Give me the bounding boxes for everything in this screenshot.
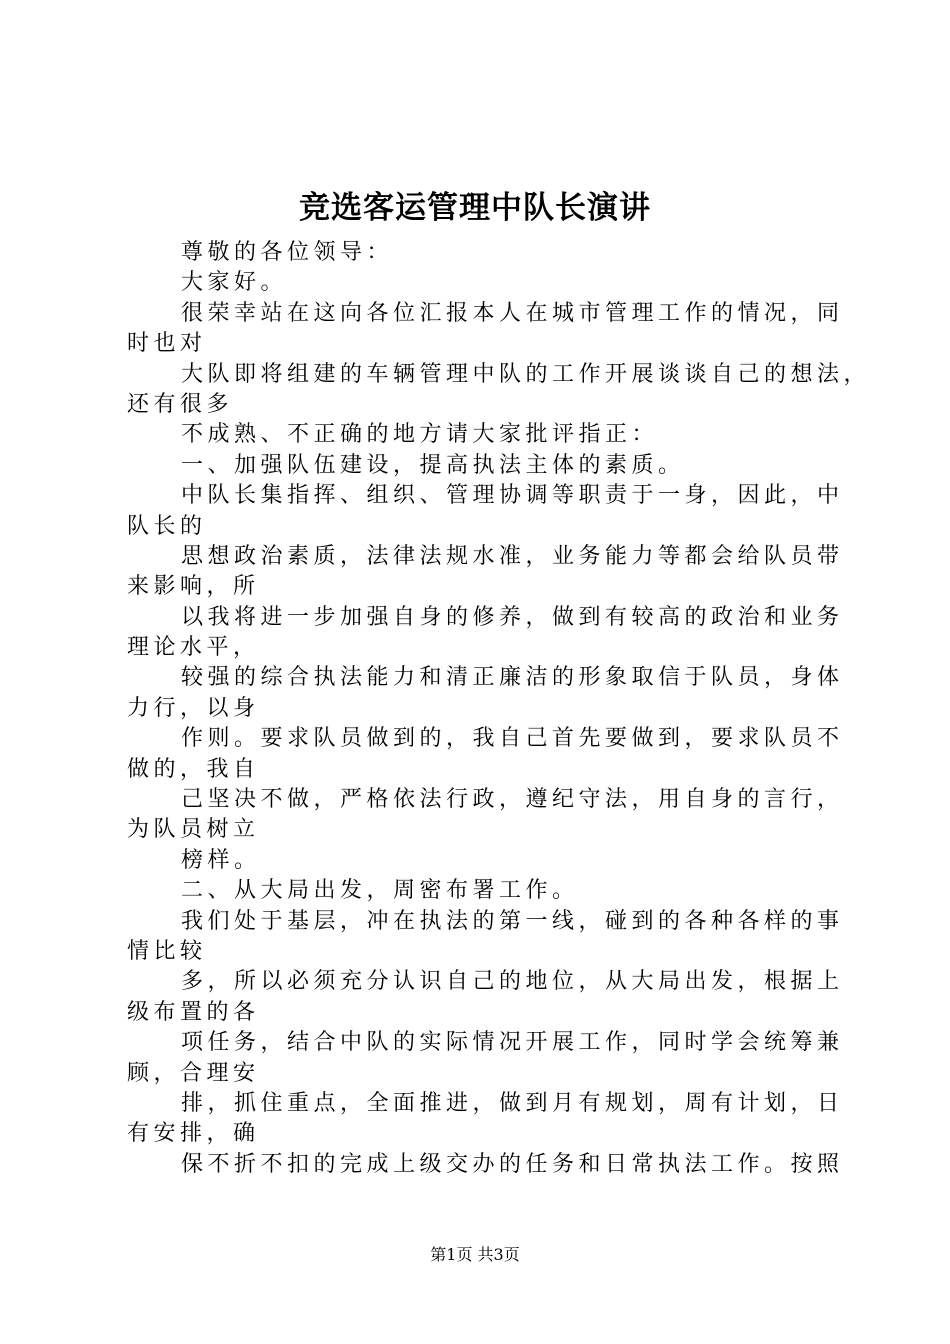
- paragraph-line: 一、加强队伍建设，提高执法主体的素质。: [181, 452, 685, 478]
- paragraph-line: 项任务，结合中队的实际情况开展工作，同时学会统筹兼: [181, 1030, 844, 1056]
- page-footer: 第1页 共3页: [430, 1245, 520, 1264]
- paragraph-line: 较强的综合执法能力和清正廉洁的形象取信于队员，身体: [181, 665, 844, 691]
- paragraph-line: 情比较: [127, 938, 207, 964]
- paragraph-line: 作则。要求队员做到的，我自己首先要做到，要求队员不: [181, 726, 844, 752]
- paragraph-line: 为队员树立: [127, 817, 260, 843]
- paragraph-line: 思想政治素质，法律法规水准，业务能力等都会给队员带: [181, 543, 844, 569]
- paragraph-line: 二、从大局出发，周密布署工作。: [181, 878, 579, 904]
- paragraph-line: 己坚决不做，严格依法行政，遵纪守法，用自身的言行，: [181, 787, 844, 813]
- paragraph-line: 多，所以必须充分认识自己的地位，从大局出发，根据上: [181, 969, 844, 995]
- paragraph-line: 队长的: [127, 513, 207, 539]
- paragraph-line: 中队长集指挥、组织、管理协调等职责于一身，因此，中: [181, 483, 844, 509]
- paragraph-line: 力行，以身: [127, 695, 260, 721]
- paragraph-line: 大家好。: [181, 270, 288, 296]
- paragraph-line: 尊敬的各位领导：: [181, 240, 394, 265]
- paragraph-line: 级布置的各: [127, 999, 260, 1025]
- document-title: 竞选客运管理中队长演讲: [299, 190, 651, 226]
- paragraph-line: 有安排，确: [127, 1121, 260, 1147]
- paragraph-line: 很荣幸站在这向各位汇报本人在城市管理工作的情况，同: [181, 300, 844, 326]
- paragraph-line: 我们处于基层，冲在执法的第一线，碰到的各种各样的事: [181, 908, 844, 934]
- paragraph-line: 还有很多: [127, 391, 234, 417]
- paragraph-line: 以我将进一步加强自身的修养，做到有较高的政治和业务: [181, 604, 844, 630]
- paragraph-line: 不成熟、不正确的地方请大家批评指正：: [181, 422, 659, 448]
- paragraph-line: 来影响，所: [127, 574, 260, 600]
- document-body: [127, 238, 871, 1180]
- paragraph-line: 做的，我自: [127, 756, 260, 782]
- paragraph-line: 大队即将组建的车辆管理中队的工作开展谈谈自己的想法，: [181, 361, 871, 387]
- paragraph-line: 时也对: [127, 331, 207, 357]
- paragraph-line: 理论水平，: [127, 635, 260, 661]
- paragraph-line: 保不折不扣的完成上级交办的任务和日常执法工作。按照: [181, 1151, 844, 1177]
- paragraph-line: 顾，合理安: [127, 1060, 260, 1086]
- paragraph-line: 榜样。: [181, 847, 261, 873]
- paragraph-line: 排，抓住重点，全面推进，做到月有规划，周有计划，日: [181, 1090, 844, 1116]
